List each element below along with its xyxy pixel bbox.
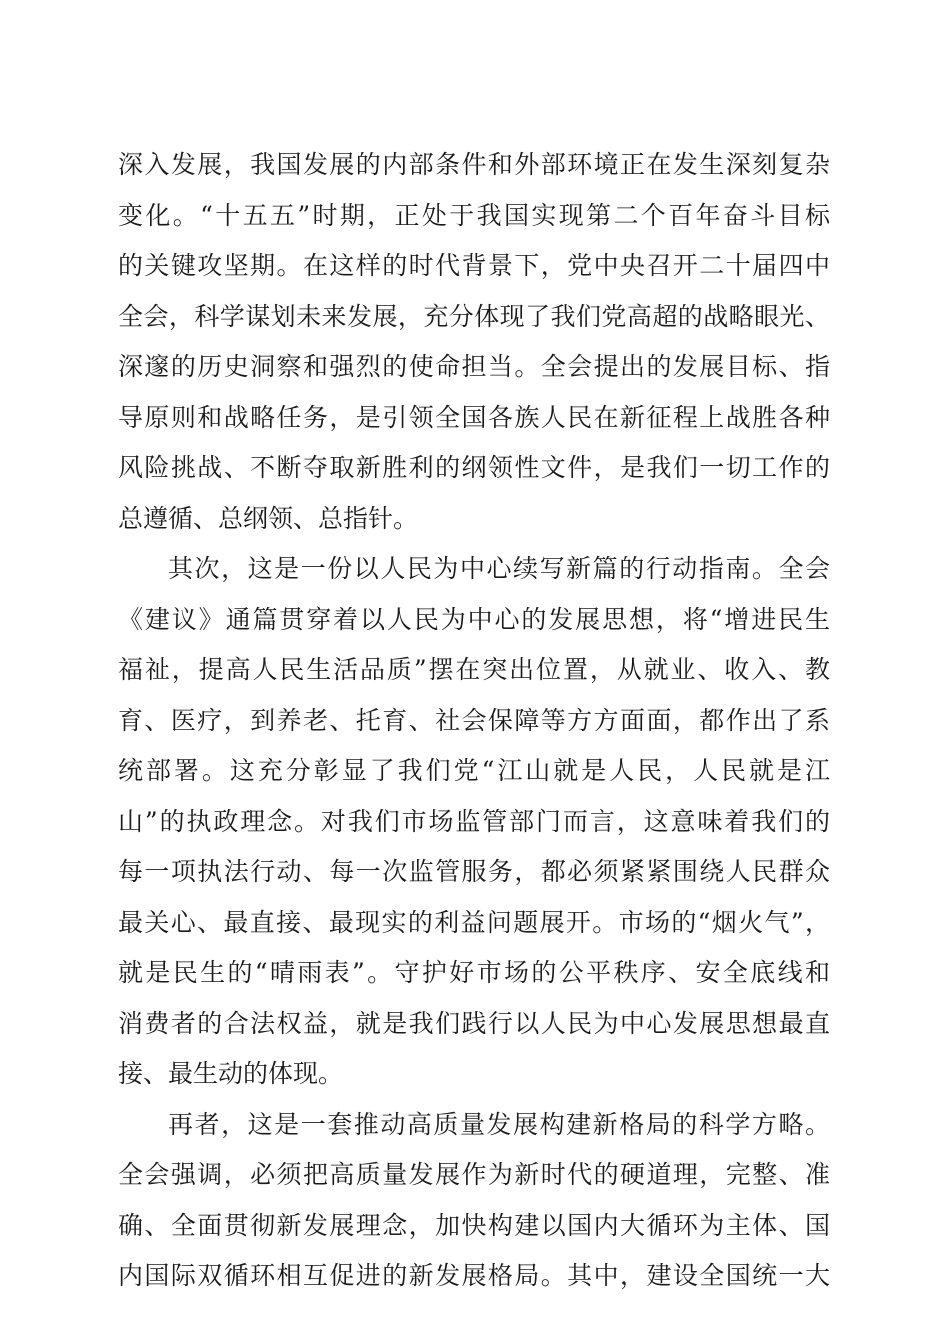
text-line: 深邃的历史洞察和强烈的使命担当。全会提出的发展目标、指: [118, 352, 830, 381]
text-line: 全会强调，必须把高质量发展作为新时代的硬道理，完整、准: [118, 1160, 830, 1189]
text-line: 的关键攻坚期。在这样的时代背景下，党中央召开二十届四中: [118, 251, 830, 280]
text-line: 接、最生动的体现。: [118, 1059, 344, 1088]
text-line: 消费者的合法权益，就是我们践行以人民为中心发展思想最直: [118, 1008, 830, 1038]
paragraph-start-line: 其次，这是一份以人民为中心续写新篇的行动指南。全会: [168, 554, 830, 583]
text-line: 统部署。这充分彰显了我们党“江山就是人民，人民就是江: [118, 756, 830, 785]
text-line: 最关心、最直接、最现实的利益问题展开。市场的“烟火气”，: [118, 907, 830, 937]
text-line: 全会，科学谋划未来发展，充分体现了我们党高超的战略眼光、: [118, 301, 830, 331]
text-line: 内国际双循环相互促进的新发展格局。其中，建设全国统一大: [118, 1261, 830, 1290]
text-line: 《建议》通篇贯穿着以人民为中心的发展思想，将“增进民生: [118, 604, 830, 634]
document-body: [118, 140, 830, 1302]
text-line: 导原则和战略任务，是引领全国各族人民在新征程上战胜各种: [118, 402, 830, 432]
text-line: 山”的执政理念。对我们市场监管部门而言，这意味着我们的: [118, 806, 830, 836]
text-line: 福祉，提高人民生活品质”摆在突出位置，从就业、收入、教: [118, 655, 830, 684]
text-line: 总遵循、总纲领、总指针。: [118, 503, 419, 533]
text-line: 风险挑战、不断夺取新胜利的纲领性文件，是我们一切工作的: [118, 453, 830, 482]
text-line: 就是民生的“晴雨表”。守护好市场的公平秩序、安全底线和: [118, 958, 830, 987]
text-line: 变化。“十五五”时期，正处于我国实现第二个百年奋斗目标: [118, 200, 830, 230]
text-line: 每一项执法行动、每一次监管服务，都必须紧紧围绕人民群众: [118, 857, 830, 886]
text-line: 深入发展，我国发展的内部条件和外部环境正在发生深刻复杂: [118, 150, 830, 179]
paragraph-start-line: 再者，这是一套推动高质量发展构建新格局的科学方略。: [168, 1109, 830, 1139]
text-line: 确、全面贯彻新发展理念，加快构建以国内大循环为主体、国: [118, 1210, 830, 1240]
text-line: 育、医疗，到养老、托育、社会保障等方方面面，都作出了系: [118, 705, 830, 735]
